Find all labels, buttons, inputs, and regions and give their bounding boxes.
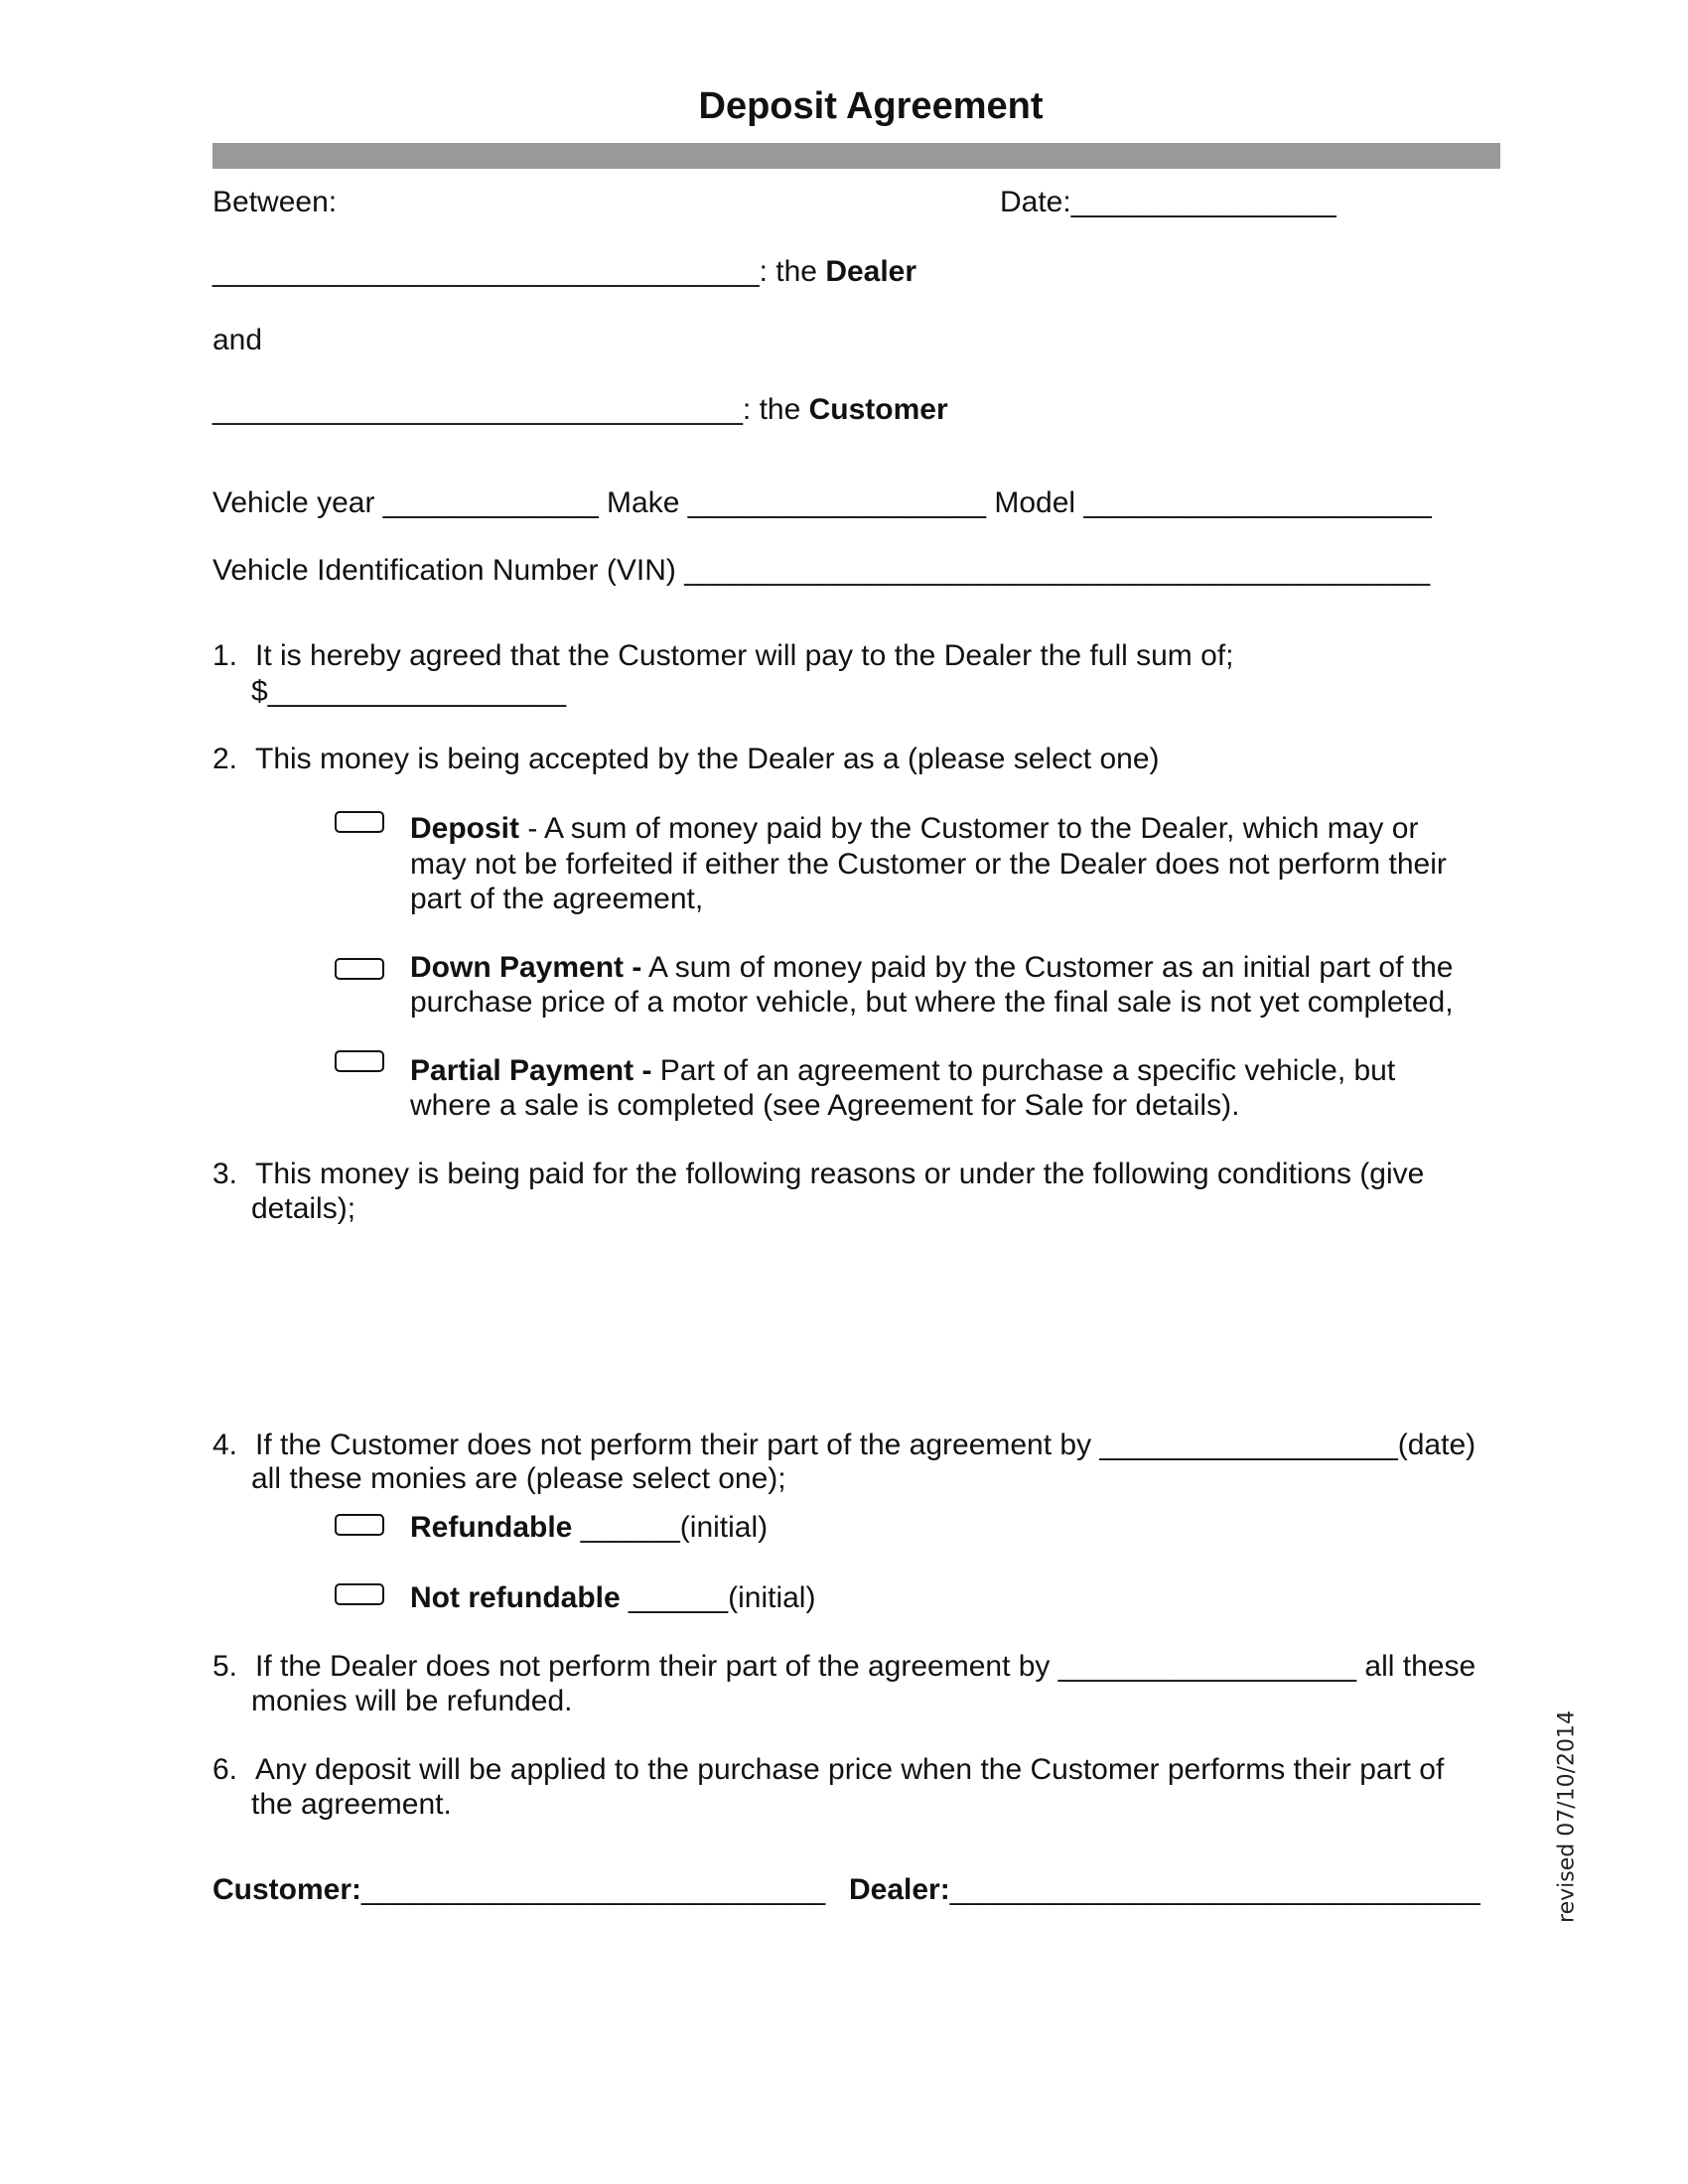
refundable-option [410,1511,768,1545]
down-payment-label: Down Payment - [410,951,642,984]
deposit-text: - A sum of money paid by the Customer to the Dealer, which may or [519,812,1419,845]
customer-signature-blank[interactable]: ____________________________ [361,1873,826,1906]
not-refundable-checkbox[interactable] [335,1583,384,1605]
model-blank[interactable]: _____________________ [1083,486,1432,519]
deposit-text-3: part of the agreement, [410,883,704,915]
item-1-number: 1. [212,639,238,672]
dealer-signature-blank[interactable]: ________________________________ [949,1873,1480,1906]
vin-line [212,554,1430,588]
customer-signature-label: Customer: [212,1873,362,1906]
dealer-signature [849,1873,1480,1907]
customer-line [212,393,948,427]
page-title: Deposit Agreement [698,85,1044,127]
item-4-number: 4. [212,1429,238,1461]
date-label: Date: [1000,186,1071,218]
refundable-label: Refundable [410,1511,573,1544]
down-payment-text: A sum of money paid by the Customer as an initial part of the [641,951,1454,984]
dealer-name-blank[interactable]: _________________________________ [212,255,760,288]
dealer-label: Dealer [825,255,917,288]
item-6-text: Any deposit will be applied to the purchase price when the Customer performs their part of [255,1753,1445,1786]
down-payment-checkbox[interactable] [335,958,384,980]
item-4-text-2: all these monies are (please select one); [251,1462,786,1495]
customer-prefix: : the [742,393,809,426]
make-label: Make [598,486,688,519]
dealer-signature-label: Dealer: [849,1873,950,1906]
item-3-text: This money is being paid for the following reasons or under the following conditions (give [255,1158,1425,1190]
customer-signature [212,1873,825,1907]
vehicle-line [212,486,1432,520]
deposit-label: Deposit [410,812,520,845]
header-divider-bar [212,143,1500,169]
item-5-text: If the Dealer does not perform their part of the agreement by __________________ all these [255,1650,1477,1683]
item-2-text: This money is being accepted by the Dealer as a (please select one) [255,743,1160,775]
item-6-number: 6. [212,1753,238,1786]
refundable-checkbox[interactable] [335,1514,384,1536]
down-payment-option [410,951,1453,985]
partial-payment-label: Partial Payment - [410,1054,652,1087]
item-1-text: It is hereby agreed that the Customer will pay to the Dealer the full sum of; [255,639,1234,672]
deposit-option [410,812,1418,846]
item-3-text-2: details); [251,1192,356,1225]
item-4-text: If the Customer does not perform their part of the agreement by __________________(date) [255,1429,1477,1461]
not-refundable-initial-blank[interactable]: ______(initial) [620,1581,816,1614]
model-label: Model [986,486,1084,519]
make-blank[interactable]: __________________ [687,486,987,519]
partial-payment-option [410,1054,1395,1088]
vin-label: Vehicle Identification Number (VIN) [212,554,685,587]
date-field[interactable] [1000,186,1336,219]
between-label: Between: [212,186,338,218]
date-blank[interactable]: ________________ [1070,186,1336,218]
item-2-number: 2. [212,743,238,775]
amount-blank[interactable]: $__________________ [251,675,567,708]
vin-blank[interactable]: _____________________________________________ [684,554,1431,587]
deposit-text-2: may not be forfeited if either the Customer or the Dealer does not perform their [410,848,1447,881]
not-refundable-label: Not refundable [410,1581,621,1614]
item-3-number: 3. [212,1158,238,1190]
item-6-text-2: the agreement. [251,1788,452,1821]
dealer-line [212,255,916,289]
refundable-initial-blank[interactable]: ______(initial) [572,1511,769,1544]
deposit-checkbox[interactable] [335,811,384,833]
not-refundable-option [410,1581,815,1615]
dealer-prefix: : the [759,255,826,288]
and-label: and [212,324,263,356]
partial-payment-text: Part of an agreement to purchase a specific vehicle, but [651,1054,1396,1087]
item-5-text-2: monies will be refunded. [251,1685,573,1717]
partial-payment-checkbox[interactable] [335,1050,384,1072]
customer-name-blank[interactable]: ________________________________ [212,393,743,426]
partial-payment-text-2: where a sale is completed (see Agreement for Sale for details). [410,1089,1240,1122]
item-5-number: 5. [212,1650,238,1683]
vehicle-year-blank[interactable]: _____________ [382,486,599,519]
revision-note: revised 07/10/2014 [1554,1710,1580,1923]
vehicle-year-label: Vehicle year [212,486,383,519]
down-payment-text-2: purchase price of a motor vehicle, but where the final sale is not yet completed, [410,986,1454,1019]
customer-label: Customer [808,393,948,426]
